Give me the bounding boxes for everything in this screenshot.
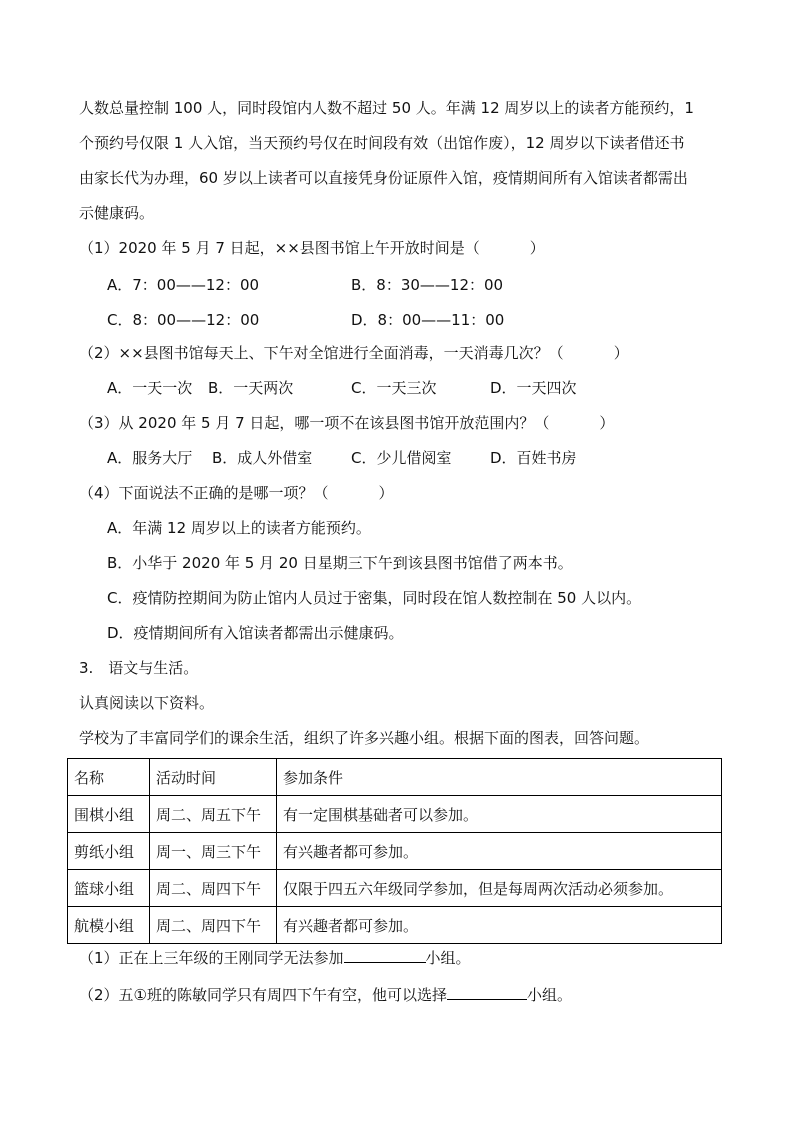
table-header-cell: 参加条件 bbox=[277, 759, 722, 796]
option-c: C．一天三次 bbox=[351, 379, 437, 397]
option-b: B．8：30——12：00 bbox=[351, 276, 504, 294]
section-intro: 学校为了丰富同学们的课余生活，组织了许多兴趣小组。根据下面的图表，回答问题。 bbox=[79, 729, 650, 747]
question-close-paren: ） bbox=[613, 344, 629, 362]
question-close-paren: ） bbox=[599, 414, 615, 432]
option-b: B．一天两次 bbox=[208, 379, 294, 397]
table-cell: 有兴趣者都可参加。 bbox=[277, 833, 722, 870]
option-b: B．小华于 2020 年 5 月 20 日星期三下午到该县图书馆借了两本书。 bbox=[107, 554, 573, 572]
table-cell: 周二、周五下午 bbox=[150, 796, 277, 833]
table-header-cell: 名称 bbox=[68, 759, 150, 796]
fill-question-2 bbox=[79, 983, 572, 1005]
table-row bbox=[68, 796, 722, 833]
option-c: C．疫情防控期间为防止馆内人员过于密集，同时段在馆人数控制在 50 人以内。 bbox=[107, 589, 642, 607]
option-a: A．7：00——12：00 bbox=[107, 276, 260, 294]
table-row bbox=[68, 833, 722, 870]
question-1-stem bbox=[79, 238, 545, 258]
table-cell: 周一、周三下午 bbox=[150, 833, 277, 870]
table-cell: 剪纸小组 bbox=[68, 833, 150, 870]
question-stem-text: （3）从 2020 年 5 月 7 日起，哪一项不在该县图书馆开放范围内？（ bbox=[79, 414, 550, 432]
table-row bbox=[68, 907, 722, 944]
option-d: D．8：00——11：00 bbox=[351, 311, 505, 329]
question-stem-text: （1）2020 年 5 月 7 日起，××县图书馆上午开放时间是（ bbox=[79, 239, 480, 257]
section-instruction: 认真阅读以下资料。 bbox=[79, 694, 215, 712]
table-cell: 围棋小组 bbox=[68, 796, 150, 833]
table-cell: 篮球小组 bbox=[68, 870, 150, 907]
option-b: B．成人外借室 bbox=[212, 449, 313, 467]
table-cell: 有一定围棋基础者可以参加。 bbox=[277, 796, 722, 833]
answer-blank[interactable] bbox=[447, 983, 527, 1000]
section-title: 3. 语文与生活。 bbox=[79, 659, 199, 677]
question-close-paren: ） bbox=[378, 484, 394, 502]
option-d: D．一天四次 bbox=[490, 379, 577, 397]
question-close-paren: ） bbox=[529, 239, 545, 257]
fill-question-1 bbox=[79, 946, 471, 968]
table-cell: 航模小组 bbox=[68, 907, 150, 944]
fill-question-suffix: 小组。 bbox=[425, 949, 471, 967]
interest-groups-table bbox=[67, 758, 722, 944]
question-stem-text: （4）下面说法不正确的是哪一项？（ bbox=[79, 484, 329, 502]
table-cell: 有兴趣者都可参加。 bbox=[277, 907, 722, 944]
table-header-cell: 活动时间 bbox=[150, 759, 277, 796]
table-cell: 周二、周四下午 bbox=[150, 907, 277, 944]
passage-line: 示健康码。 bbox=[79, 204, 155, 222]
fill-question-text: （1）正在上三年级的王刚同学无法参加 bbox=[79, 949, 344, 967]
option-c: C．少儿借阅室 bbox=[351, 449, 452, 467]
option-a: A．服务大厅 bbox=[107, 449, 193, 467]
table-cell: 周二、周四下午 bbox=[150, 870, 277, 907]
passage-line: 个预约号仅限 1 人入馆，当天预约号仅在时间段有效（出馆作废），12 周岁以下读者借还书 bbox=[79, 134, 685, 152]
option-a: A．一天一次 bbox=[107, 379, 193, 397]
table-cell: 仅限于四五六年级同学参加，但是每周两次活动必须参加。 bbox=[277, 870, 722, 907]
option-d: D．百姓书房 bbox=[490, 449, 577, 467]
option-d: D．疫情期间所有入馆读者都需出示健康码。 bbox=[107, 624, 404, 642]
fill-question-suffix: 小组。 bbox=[527, 986, 573, 1004]
option-c: C．8：00——12：00 bbox=[107, 311, 260, 329]
question-2-stem bbox=[79, 343, 629, 363]
passage-line: 由家长代为办理，60 岁以上读者可以直接凭身份证原件入馆，疫情期间所有入馆读者都需出 bbox=[79, 169, 688, 187]
passage-line: 人数总量控制 100 人，同时段馆内人数不超过 50 人。年满 12 周岁以上的读者方能预约，1 bbox=[79, 99, 694, 117]
question-4-stem bbox=[79, 483, 394, 503]
question-3-stem bbox=[79, 413, 614, 433]
table-header-row bbox=[68, 759, 722, 796]
question-stem-text: （2）××县图书馆每天上、下午对全馆进行全面消毒，一天消毒几次？（ bbox=[79, 344, 564, 362]
fill-question-text: （2）五①班的陈敏同学只有周四下午有空，他可以选择 bbox=[79, 986, 447, 1004]
table-row bbox=[68, 870, 722, 907]
answer-blank[interactable] bbox=[344, 946, 426, 963]
option-a: A．年满 12 周岁以上的读者方能预约。 bbox=[107, 519, 371, 537]
